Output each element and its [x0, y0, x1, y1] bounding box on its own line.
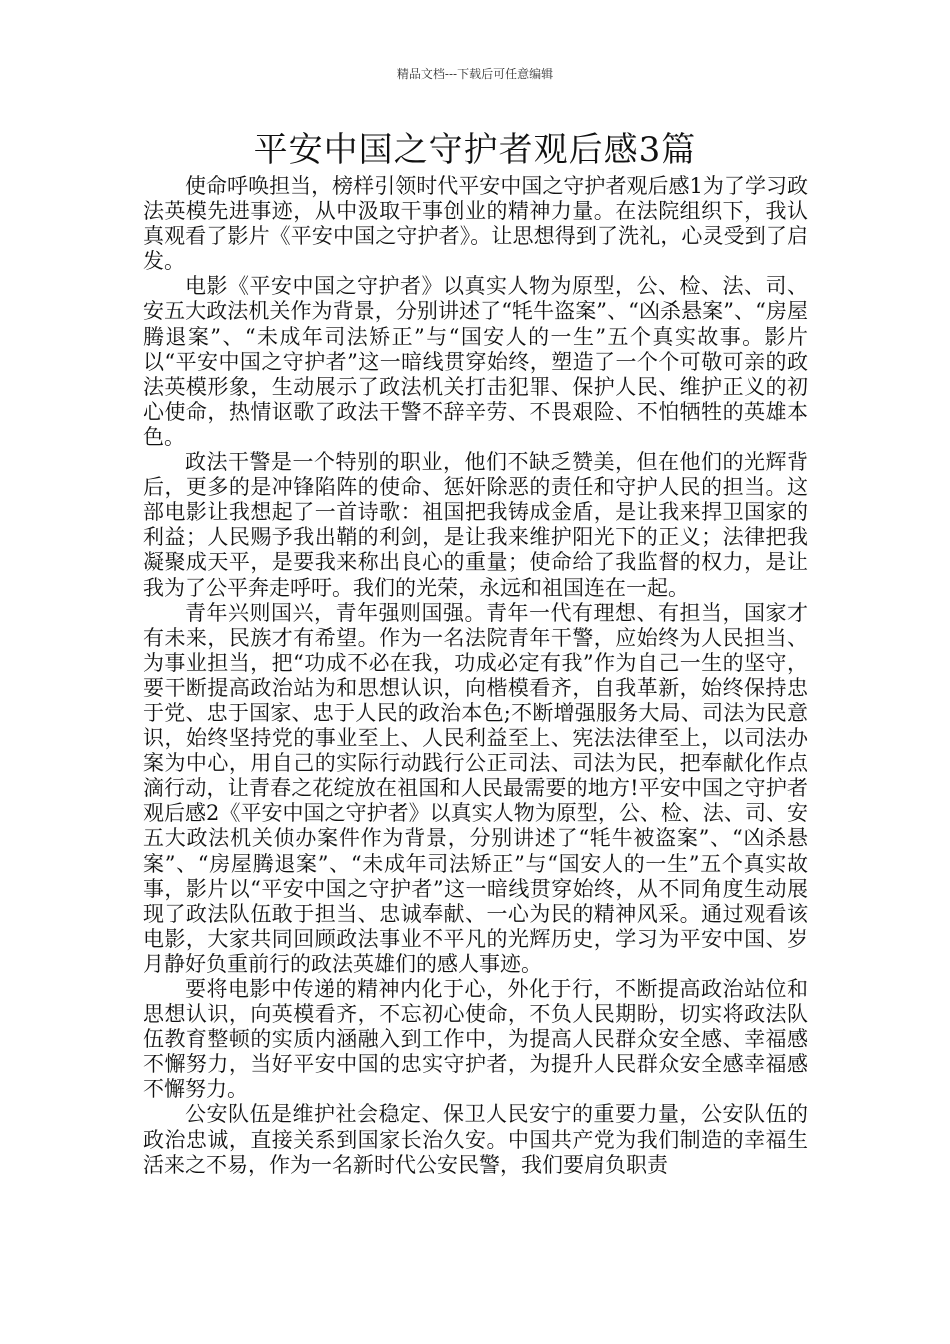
- paragraph: 使命呼唤担当，榜样引领时代平安中国之守护者观后感1为了学习政法英模先进事迹，从中汲取干事创业的精神力量。在法院组织下，我认真观看了影片《平安中国之守护者》。让思想得到了洗礼，心灵受到了启发。: [143, 174, 808, 274]
- paragraph: 要将电影中传递的精神内化于心，外化于行，不断提高政治站位和思想认识，向英模看齐，不忘初心使命，不负人民期盼，切实将政法队伍教育整顿的实质内涵融入到工作中，为提高人民群众安全感、幸福感不懈努力，当好平安中国的忠实守护者，为提升人民群众安全感幸福感不懈努力。: [143, 977, 808, 1102]
- paragraph: 政法干警是一个特别的职业，他们不缺乏赞美，但在他们的光辉背后，更多的是冲锋陷阵的使命、惩奸除恶的责任和守护人民的担当。这部电影让我想起了一首诗歌：祖国把我铸成金盾，是让我来捍卫国家的利益；人民赐予我出鞘的利剑，是让我来维护阳光下的正义；法律把我凝聚成天平，是要我来称出良心的重量；使命给了我监督的权力，是让我为了公平奔走呼吁。我们的光荣，永远和祖国连在一起。: [143, 450, 808, 600]
- paragraph: 电影《平安中国之守护者》以真实人物为原型，公、检、法、司、安五大政法机关作为背景，分别讲述了“牦牛盗案”、“凶杀悬案”、“房屋腾退案”、“未成年司法矫正”与“国安人的一生”五个真实故事。影片以“平安中国之守护者”这一暗线贯穿始终，塑造了一个个可敬可亲的政法英模形象，生动展示了政法机关打击犯罪、保护人民、维护正义的初心使命，热情讴歌了政法干警不辞辛劳、不畏艰险、不怕牺牲的英雄本色。: [143, 274, 808, 449]
- document-body: [143, 174, 808, 1178]
- paragraph: 青年兴则国兴，青年强则国强。青年一代有理想、有担当，国家才有未来，民族才有希望。作为一名法院青年干警，应始终为人民担当、为事业担当，把“功成不必在我，功成必定有我”作为自己一生的坚守，要干断提高政治站为和思想认识，向楷模看齐，自我革新，始终保持忠于党、忠于国家、忠于人民的政治本色;不断增强服务大局、司法为民意识，始终坚持党的事业至上、人民利益至上、宪法法律至上，以司法办案为中心，用自己的实际行动践行公正司法、司法为民，把奉献化作点滴行动，让青春之花绽放在祖国和人民最需要的地方!平安中国之守护者观后感2《平安中国之守护者》以真实人物为原型，公、检、法、司、安五大政法机关侦办案件作为背景，分别讲述了“牦牛被盗案”、“凶杀悬案”、“房屋腾退案”、“未成年司法矫正”与“国安人的一生”五个真实故事，影片以“平安中国之守护者”这一暗线贯穿始终，从不同角度生动展现了政法队伍敢于担当、忠诚奉献、一心为民的精神风采。通过观看该电影，大家共同回顾政法事业不平凡的光辉历史，学习为平安中国、岁月静好负重前行的政法英雄们的感人事迹。: [143, 600, 808, 976]
- paragraph: 公安队伍是维护社会稳定、保卫人民安宁的重要力量，公安队伍的政治忠诚，直接关系到国家长治久安。中国共产党为我们制造的幸福生活来之不易，作为一名新时代公安民警，我们要肩负职责: [143, 1102, 808, 1177]
- page-header-note: 精品文档---下载后可任意编辑: [396, 67, 554, 81]
- document-title: 平安中国之守护者观后感3篇: [253, 130, 697, 170]
